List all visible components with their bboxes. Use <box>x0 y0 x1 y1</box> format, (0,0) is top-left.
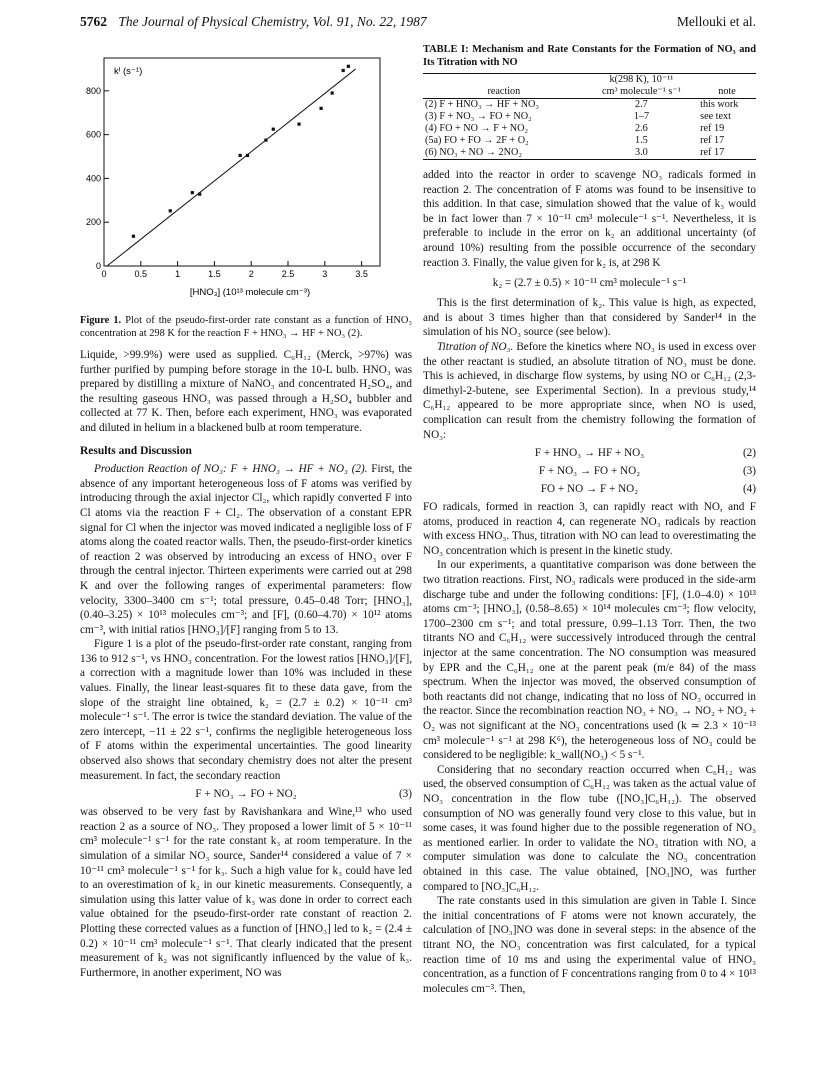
table-cell-reaction: (6) NO₃ + NO → 2NO₂ <box>423 147 585 160</box>
data-point <box>198 193 201 196</box>
table-row <box>423 99 756 112</box>
secondary-reaction-paragraph-right: Considering that no secondary reaction occurred when C₆H₁₂ was used, the observed consumption of C₆H₁₂ was taken as the actual value of NO₃ concentration in the flow tube ([NO₃]C₆H₁₂). The observed consumption of NO was generally found very close to this value, but in some cases, it was found higher due to the possible regeneration of NO₃ as mentioned earlier. In order to validate the NO₃ titration with NO, a computer simulation was done to calculate the NO₃ concentration obtained in this case. The value obtained, [NO₃]NO, was further compared to [NO₃]C₆H₁₂. <box>423 763 756 893</box>
x-tick-label: 1.5 <box>208 269 221 279</box>
equation-number: (4) <box>742 483 756 496</box>
equation-number: (2) <box>742 447 756 460</box>
scavenge-paragraph: added into the reactor in order to scavenge NO₃ radicals formed in reaction 2. The concentration of F atoms was found to be insensitive to this addition. In that case, simulation showed that the value of k₃ would be in fact lower than 7 × 10⁻¹¹ cm³ molecule⁻¹ s⁻¹. Nevertheless, it is preferable to include in the error on k₂ an additional uncertainty (of around 10%) resulting from the possible occurrence of the secondary reaction 3. Finally, the value given for k₂ is, at 298 K <box>423 169 756 269</box>
equation-text: F + NO₃ → FO + NO₂ <box>195 788 297 801</box>
x-tick-label: 2 <box>248 269 254 279</box>
x-tick-label: 3 <box>322 269 328 279</box>
left-column <box>80 44 412 980</box>
table-1 <box>423 73 756 160</box>
table-cell-k: 2.6 <box>635 123 648 134</box>
equation-number: (3) <box>742 465 756 478</box>
data-point <box>320 107 323 110</box>
data-point <box>297 123 300 126</box>
header-reaction: reaction <box>423 86 585 99</box>
table-cell-k: 3.0 <box>585 147 698 160</box>
plot-frame <box>104 58 380 266</box>
y-tick-label: 400 <box>85 173 101 184</box>
table-header-row-2 <box>423 86 756 99</box>
x-tick-label: 0.5 <box>134 269 148 279</box>
materials-paragraph: Liquide, >99.9%) were used as supplied. C₆H₁₂ (Merck, >97%) was further purified by pumping before storage in the 10-L bulb. HNO₃ was prepared by distilling a mixture of NaNO₃ and concentrated H₂SO₄, and the resulting gaseous HNO₃ was passed through a H₂SO₄ bubbler and collected at 77 K. Then, before each experiment, HNO₃ was evaporated and diluted in helium in a blackened bulb at room temperature. <box>80 349 412 434</box>
table-cell-k: 2.7 <box>635 99 648 110</box>
figure-1-plot <box>80 44 412 310</box>
y-axis-label: kᴵ (s⁻¹) <box>114 66 143 77</box>
table-row <box>423 123 756 135</box>
y-tick-label: 200 <box>85 217 101 228</box>
data-point <box>264 139 267 142</box>
running-header <box>80 14 756 32</box>
data-point <box>272 128 275 131</box>
rate-constants-paragraph: The rate constants used in this simulation are given in Table I. Since the initial concentrations of F atoms were not known accurately, the calculation of [NO₃]NO was done in several steps: in the absence of the titrant NO, the NO₃ concentration was first calculated, for a typical reaction time of 10 ms and using the experimental value of HNO₃ concentration, as a function of F concentrations ranging from 0 to 4 × 10¹³ molecules cm⁻³. Then, <box>423 895 756 995</box>
production-body: First, the absence of any important heterogeneous loss of F atoms was verified by introducing through the axial injector Cl₂, which rapidly converted F into Cl atoms via the reaction F + Cl₂. The observation of a constant EPR signal for Cl when the injector was moved indicated a negligible loss of F atoms along the coated reactor walls. Then, the pseudo-first-order kinetics of reaction 2 was observed by introducing an excess of HNO₃ over F through the central injector. Thirteen experiments were carried out at 298 K and over the following ranges of experimental parameters: flow velocity, 3300–3400 cm s⁻¹; total pressure, 0.45–0.48 Torr; [HNO₃], (0.40–3.25) × 10¹³ molecules cm⁻³; and [F], (0.60–4.70) × 10¹² atoms cm⁻³, with initial ratios [HNO₃]/[F] ranging from 5 to 13. <box>80 463 413 636</box>
production-paragraph <box>80 462 412 637</box>
header-k-line1: k(298 K), 10⁻¹¹ <box>585 74 698 87</box>
x-tick-label: 1 <box>175 269 181 279</box>
table-cell-note: this work <box>700 99 739 110</box>
k2-result-equation: k₂ = (2.7 ± 0.5) × 10⁻¹¹ cm³ molecule⁻¹ s⁻¹ <box>492 277 687 290</box>
table-row <box>423 147 756 160</box>
figure-1-caption-label: Figure 1. <box>80 315 122 326</box>
equation-number: (3) <box>398 788 412 801</box>
x-tick-label: 0 <box>101 269 107 279</box>
equation-3 <box>423 464 756 478</box>
table-cell-reaction: (2) F + HNO₃ → HF + NO₃ <box>425 99 539 110</box>
figure-1 <box>80 44 412 310</box>
equation-text: F + HNO₃ → HF + NO₃ <box>534 447 645 460</box>
table-row <box>423 135 756 147</box>
table-cell-note: ref 17 <box>700 135 725 146</box>
titration-paragraph <box>423 340 756 442</box>
table-cell-reaction: (4) FO + NO → F + NO₂ <box>425 123 529 134</box>
data-point <box>239 154 242 157</box>
data-point <box>347 65 350 68</box>
table-cell-note: see text <box>700 111 731 122</box>
data-point <box>246 154 249 157</box>
y-tick-label: 0 <box>95 261 101 271</box>
equation-2 <box>423 446 756 460</box>
section-title: Results and Discussion <box>80 444 192 457</box>
titration-lead: Titration of NO₃. <box>437 340 514 353</box>
equation-text: F + NO₃ → FO + NO₂ <box>538 465 641 478</box>
table-row <box>423 111 756 123</box>
table-cell-reaction: (3) F + NO₃ → FO + NO₂ <box>425 111 532 122</box>
table-header-row-1 <box>423 74 756 87</box>
data-point <box>169 209 172 212</box>
right-column <box>423 44 756 996</box>
table-cell-note: ref 19 <box>700 123 725 134</box>
header-k-line2: cm³ molecule⁻¹ s⁻¹ <box>585 86 698 99</box>
figure-discussion-paragraph: Figure 1 is a plot of the pseudo-first-order rate constant, ranging from 136 to 912 s⁻¹, vs HNO₃ concentration. For the lowest ratios [HNO₃]/[F], a correction with a magnitude lower than 10% was included in these values. Finally, the linear least-squares fit to these data gave, from the slope of the straight line obtained, k₂ = (2.7 ± 0.2) × 10⁻¹¹ cm³ molecule⁻¹ s⁻¹. The error is twice the standard deviation. The value of the zero intercept, −11 ± 22 s⁻¹, confirms the negligible heterogeneous loss of F atoms within the experimental uncertainties. The good linearity observed also shows that secondary chemistry does not alter the present measurement. In fact, the secondary reaction <box>80 638 412 782</box>
x-tick-label: 3.5 <box>355 269 368 279</box>
table-cell-reaction: (5a) FO + FO → 2F + O₂ <box>425 135 529 146</box>
journal-citation: The Journal of Physical Chemistry, Vol. 91, No. 22, 1987 <box>118 14 427 29</box>
equation-3-left <box>80 787 412 801</box>
table-cell-k: 1.5 <box>635 135 648 146</box>
fo-radicals-paragraph: FO radicals, formed in reaction 3, can rapidly react with NO, and F atoms, produced in reaction 4, can regenerate NO₃ radicals by reaction with excess HNO₃. Thus, titration with NO can lead to overestimating the NO₃ concentration which is present in the kinetic study. <box>423 501 756 557</box>
comparison-paragraph: In our experiments, a quantitative comparison was done between the two titration reactions. First, NO₃ radicals were produced in the side-arm discharge tube and under the following conditions: [F], (1.0–4.0) × 10¹³ atoms cm⁻³; [HNO₃], (0.58–8.65) × 10¹⁴ molecules cm⁻³; flow velocity, 1700–2300 cm s⁻¹; and total pressure, 0.99–1.13 Torr. Then, the two titrants NO and C₆H₁₂ were successively introduced through the central injector at the same concentration. The NO consumption was measured by EPR and the C₆H₁₂ one at the parent peak (m/e 84) of the mass spectrum. When the injector was moved, the observed consumption of both reactants did not change, indicating that no loss of NO₃ occurred in the reactor. Since the recombination reaction NO₃ + NO₃ → NO₂ + NO₂ + O₂ was not significant at the NO₃ concentrations used (k ≃ 2.3 × 10⁻¹³ cm³ molecule⁻¹ s⁻¹ at 298 K⁶), the heterogeneous loss of NO₃ could be considered to be negligible: k_wall(NO₃) < 5 s⁻¹. <box>423 559 756 762</box>
figure-1-caption-text: Plot of the pseudo-first-order rate constant as a function of HNO₃ concentration at 298 K for the reaction F + HNO₃ → HF + NO₃ (2). <box>80 315 412 339</box>
data-point <box>191 191 194 194</box>
secondary-reaction-paragraph: was observed to be very fast by Ravishankara and Wine,¹³ who used reaction 2 as a source of NO₃. They proposed a lower limit of 5 × 10⁻¹¹ cm³ molecule⁻¹ s⁻¹ for the rate constant k₃ at room temperature. In the simulation of a similar NO₃ source, Sander¹⁴ considered a value of 7 × 10⁻¹¹ cm³ molecule⁻¹ s⁻¹ for k₃. Such a high value for k₃ could have led to an overestimation of k₂ in our kinetic measurements. Consequently, a simulation using this latter value of k₃ was done in order to correct each value obtained for the pseudo-first-order rate constant of reaction 2. Plotting these corrected values as a function of [HNO₃] led to k₂ = (2.4 ± 0.2) × 10⁻¹¹ cm³ molecule⁻¹ s⁻¹. That clearly indicated that the present measurement of k₂ was not significantly influenced by the value of k₃. Furthermore, in another experiment, NO was <box>80 806 412 979</box>
production-lead: Production Reaction of NO₃: F + HNO₃ → HF + NO₃ (2). <box>94 463 368 476</box>
equation-4 <box>423 482 756 496</box>
data-point <box>342 69 345 72</box>
page-number: 5762 <box>80 14 107 29</box>
y-tick-label: 600 <box>85 129 101 140</box>
y-tick-label: 800 <box>85 85 101 96</box>
table-1-caption: TABLE I: Mechanism and Rate Constants for the Formation of NO₃ and Its Titration with NO <box>423 44 756 68</box>
x-axis-label: [HNO₃] (10¹³ molecule cm⁻³) <box>189 287 311 298</box>
table-cell-k: 1–7 <box>633 111 650 122</box>
header-note: note <box>698 86 756 99</box>
first-determination-paragraph: This is the first determination of k₂. This value is high, as expected, and is about 3 times higher than that considered by Sander¹⁴ in the simulation of his NO₃ source (see below). <box>423 297 756 339</box>
titration-body: Before the kinetics where NO₃ is used in excess over the other reactant is studied, an absolute titration of NO₃ must be done. This is achieved, in discharge flow systems, by using NO or C₆H₁₂ (2,3-dimethyl-2-butene, see Experimental Section). In a previous study,¹⁴ C₆H₁₂ appeared to be more appropriate since, when NO is used, complication can result from the chemistry following the formation of NO₃: <box>423 340 756 441</box>
table-cell-note: ref 17 <box>698 147 756 160</box>
data-point <box>331 91 334 94</box>
data-point <box>132 235 135 238</box>
fit-line <box>107 69 356 266</box>
running-authors: Mellouki et al. <box>676 14 756 29</box>
figure-1-caption <box>80 314 412 340</box>
equation-text: FO + NO → F + NO₂ <box>540 483 639 496</box>
x-tick-label: 2.5 <box>281 269 295 279</box>
